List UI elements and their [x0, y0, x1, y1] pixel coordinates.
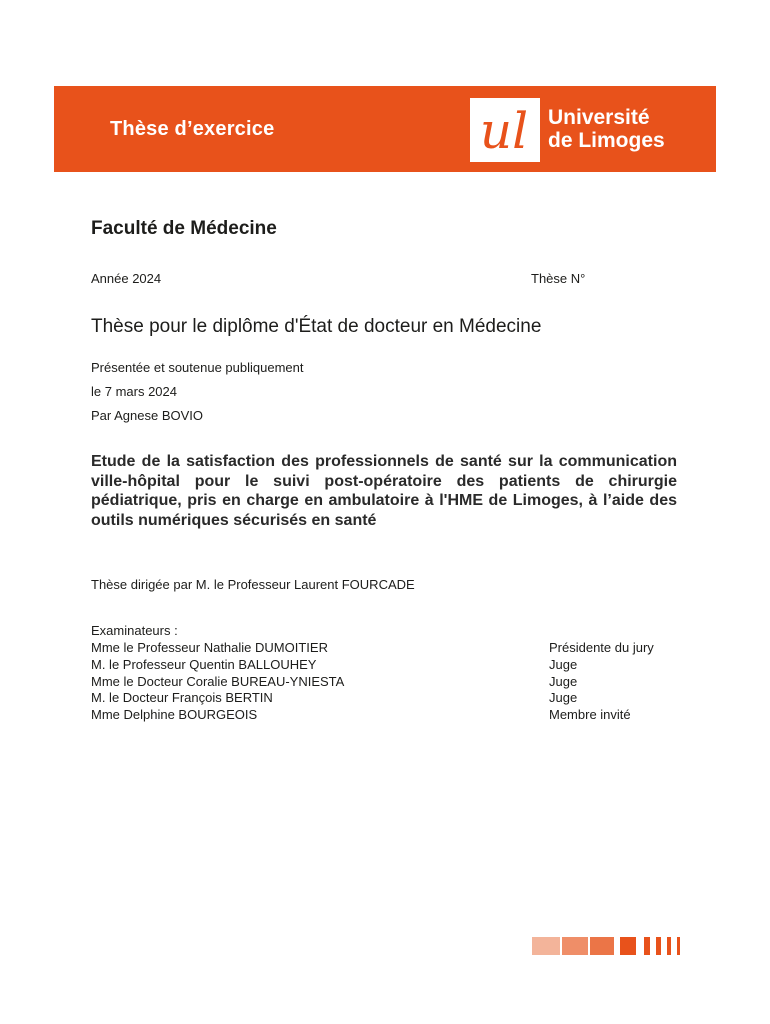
- author-line: Par Agnese BOVIO: [91, 408, 204, 423]
- examiner-name: Mme Delphine BOURGEOIS: [91, 707, 258, 723]
- examiner-roles-list: [549, 640, 654, 724]
- examiners-list: [91, 640, 344, 724]
- year-label: Année 2024: [91, 271, 162, 286]
- ul-logo-icon: [470, 98, 540, 162]
- examiner-name: Mme le Docteur Coralie BUREAU-YNIESTA: [91, 673, 345, 689]
- examiner-name: M. le Professeur Quentin BALLOUHEY: [91, 656, 317, 672]
- examiner-name: Mme le Professeur Nathalie DUMOITIER: [91, 640, 328, 655]
- examiner-role: Membre invité: [549, 707, 631, 723]
- thesis-number-label: Thèse N°: [531, 271, 586, 286]
- examiner-role: Juge: [549, 690, 578, 706]
- university-logo: [470, 98, 720, 162]
- examiner-role: Juge: [549, 673, 578, 689]
- defense-date: le 7 mars 2024: [91, 384, 177, 399]
- examiner-role: Présidente du jury: [549, 640, 654, 655]
- examiner-name: M. le Docteur François BERTIN: [91, 690, 273, 706]
- header-banner: [54, 86, 716, 172]
- presented-text: Présentée et soutenue publiquement: [91, 360, 304, 375]
- diploma-heading: Thèse pour le diplôme d'État de docteur en Médecine: [91, 316, 542, 337]
- faculty-heading: Faculté de Médecine: [91, 218, 277, 239]
- svg-text:ul: ul: [479, 102, 529, 160]
- examiner-role: Juge: [549, 656, 578, 672]
- examiners-heading: Examinateurs :: [91, 623, 178, 638]
- footer-decoration: [532, 937, 682, 957]
- banner-title: Thèse d’exercice: [110, 118, 275, 140]
- thesis-director: Thèse dirigée par M. le Professeur Laurent FOURCADE: [91, 577, 415, 592]
- logo-line-2: de Limoges: [548, 129, 665, 152]
- thesis-title: Etude de la satisfaction des professionnels de santé sur la communication ville-hôpital pour le suivi post-opératoire des patients de chirurgie pédiatrique, pris en charge en ambulatoire à l'HME de Limoges, à l’aide des outils numériques sécurisés en santé: [91, 453, 677, 529]
- logo-text: [548, 106, 665, 152]
- logo-line-1: Université: [548, 106, 650, 129]
